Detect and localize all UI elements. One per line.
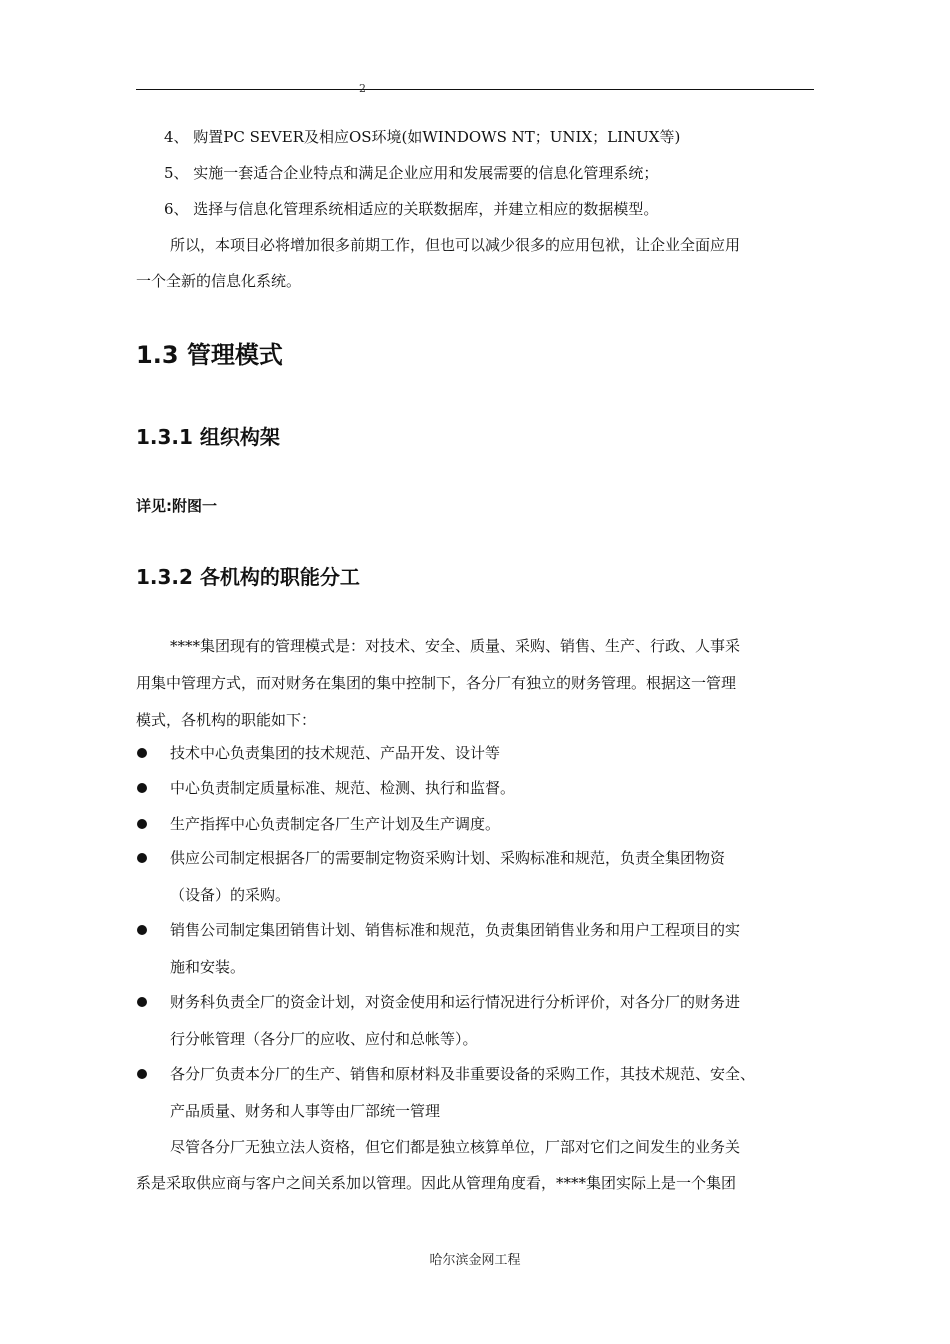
section-heading-1-3-2: 1.3.2 各机构的职能分工 <box>136 565 360 589</box>
list-item-text: 行分帐管理（各分厂的应收、应付和总帐等）。 <box>170 1030 478 1048</box>
intro-paragraph-line: 所以，本项目必将增加很多前期工作，但也可以减少很多的应用包袱，让企业全面应用 <box>170 236 741 254</box>
body-paragraph-line: ****集团现有的管理模式是：对技术、安全、质量、采购、销售、生产、行政、人事采 <box>170 637 741 655</box>
list-item-text: 生产指挥中心负责制定各厂生产计划及生产调度。 <box>170 815 501 833</box>
bullet-icon <box>137 748 147 758</box>
list-item-text: （设备）的采购。 <box>170 886 291 904</box>
appendix-note: 详见:附图一 <box>136 497 217 515</box>
list-item-text: 供应公司制定根据各厂的需要制定物资采购计划、采购标准和规范，负责全集团物资 <box>170 849 726 867</box>
page-footer: 哈尔滨金网工程 <box>429 1253 521 1268</box>
section-heading-1-3-1: 1.3.1 组织构架 <box>136 425 280 449</box>
bullet-icon <box>137 925 147 935</box>
body-paragraph-line: 用集中管理方式，而对财务在集团的集中控制下，各分厂有独立的财务管理。根据这一管理 <box>136 674 737 692</box>
bullet-icon <box>137 819 147 829</box>
list-item-text: 各分厂负责本分厂的生产、销售和原材料及非重要设备的采购工作，其技术规范、安全、 <box>170 1065 756 1083</box>
intro-paragraph-line: 一个全新的信息化系统。 <box>136 272 302 290</box>
list-item-text: 销售公司制定集团销售计划、销售标准和规范，负责集团销售业务和用户工程项目的实 <box>170 921 741 939</box>
intro-item: 4、 购置PC SEVER及相应OS环境(如WINDOWS NT；UNIX；LINUX等) <box>164 128 681 146</box>
list-item-text: 中心负责制定质量标准、规范、检测、执行和监督。 <box>170 779 516 797</box>
page-number: 2 <box>359 82 366 95</box>
closing-paragraph-line: 尽管各分厂无独立法人资格，但它们都是独立核算单位，厂部对它们之间发生的业务关 <box>170 1138 741 1156</box>
list-item-text: 财务科负责全厂的资金计划，对资金使用和运行情况进行分析评价，对各分厂的财务进 <box>170 993 741 1011</box>
body-paragraph-line: 模式，各机构的职能如下： <box>136 711 317 729</box>
list-item-text: 产品质量、财务和人事等由厂部统一管理 <box>170 1102 441 1120</box>
bullet-icon <box>137 997 147 1007</box>
list-item-text: 施和安装。 <box>170 958 246 976</box>
section-heading-1-3: 1.3 管理模式 <box>136 341 283 369</box>
bullet-icon <box>137 853 147 863</box>
bullet-icon <box>137 783 147 793</box>
intro-item: 5、 实施一套适合企业特点和满足企业应用和发展需要的信息化管理系统； <box>164 164 659 182</box>
closing-paragraph-line: 系是采取供应商与客户之间关系加以管理。因此从管理角度看，****集团实际上是一个集团 <box>136 1174 737 1192</box>
bullet-icon <box>137 1069 147 1079</box>
intro-item: 6、 选择与信息化管理系统相适应的关联数据库，并建立相应的数据模型。 <box>164 200 659 218</box>
list-item-text: 技术中心负责集团的技术规范、产品开发、设计等 <box>170 744 501 762</box>
header-divider <box>136 89 814 90</box>
